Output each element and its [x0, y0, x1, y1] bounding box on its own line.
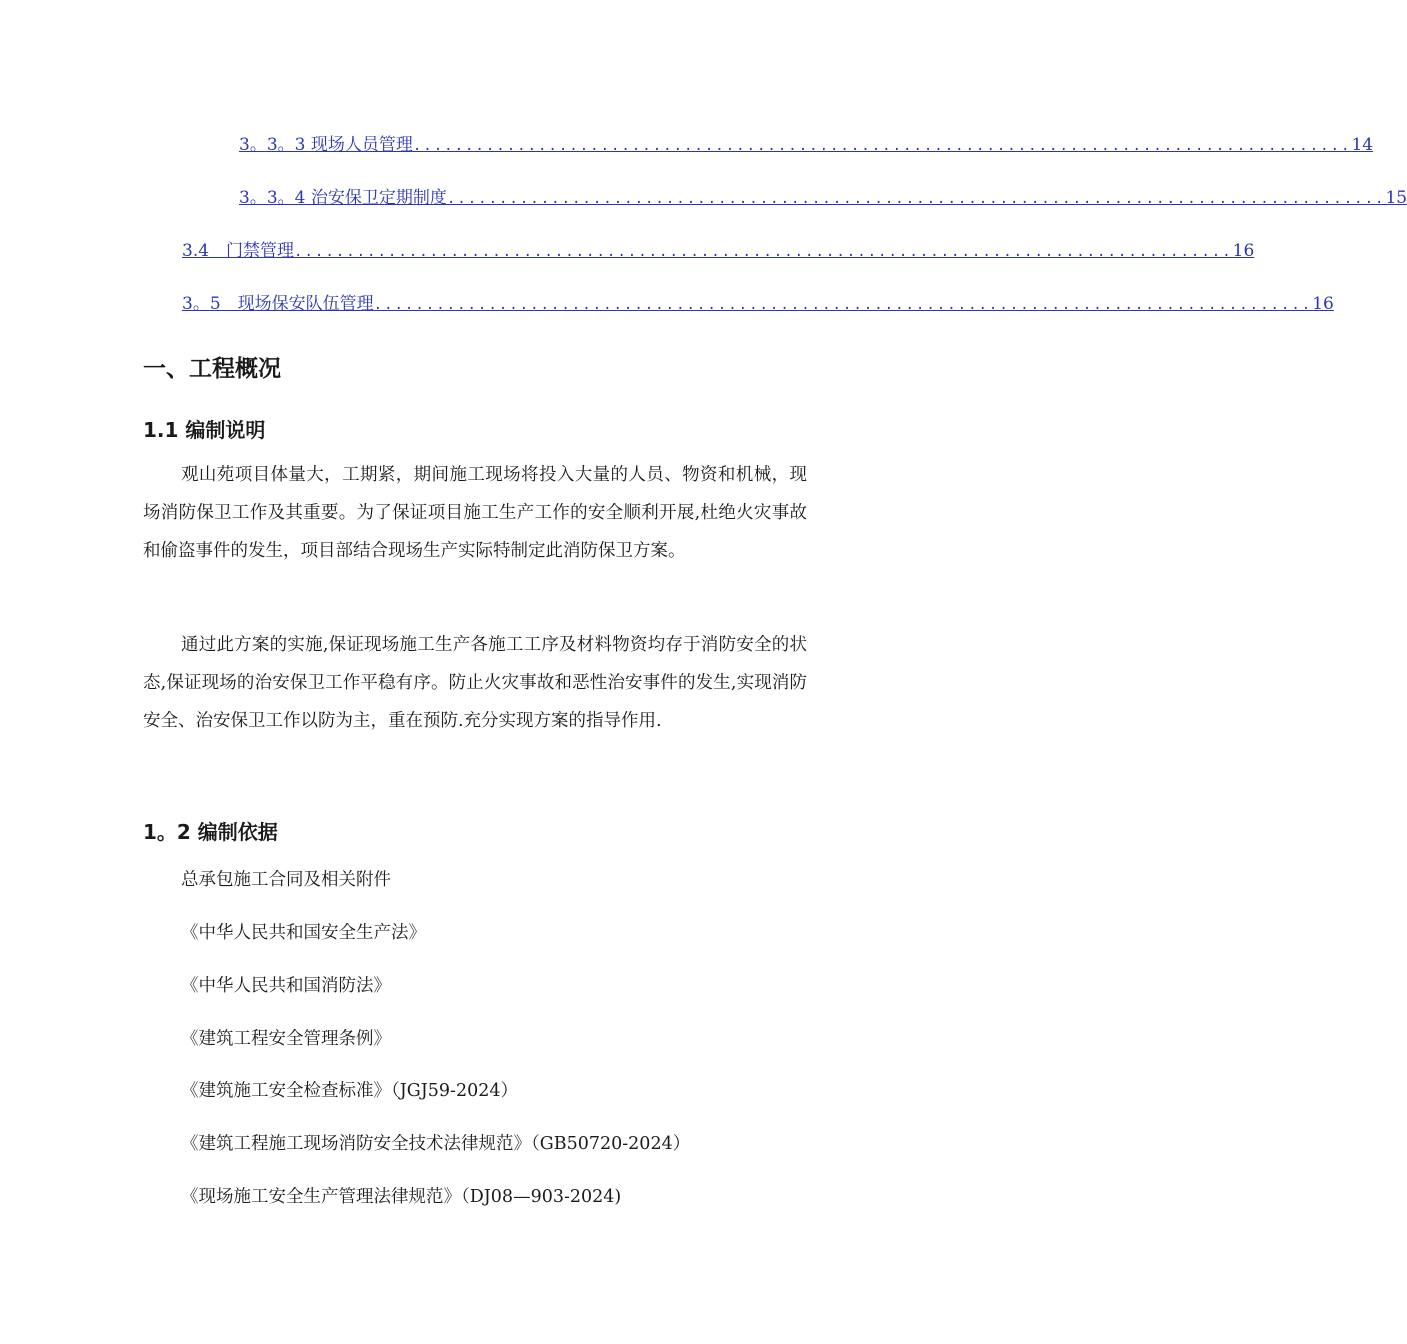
toc-page-number: 14 [1351, 135, 1374, 155]
section-heading: 一、工程概况 [143, 356, 281, 382]
toc-entry-label: 3。3。4 治安保卫定期制度 [239, 188, 447, 208]
reference-item: 《建筑施工安全检查标准》（JGJ59-2024） [181, 1081, 518, 1101]
subsection-heading: 1。2 编制依据 [143, 820, 278, 844]
toc-entry-3-3-3[interactable] [239, 130, 1374, 155]
toc-page-number: 15 [1385, 188, 1407, 208]
toc-entry-label: 3。3。3 现场人员管理 [239, 135, 413, 155]
toc-entry-label: 3。5 现场保安队伍管理 [182, 294, 374, 314]
toc-entry-label: 3.4 门禁管理 [182, 241, 295, 261]
toc-leader-dots: .......................................................................................... [446, 191, 1386, 207]
paragraph: 观山苑项目体量大，工期紧，期间施工现场将投入大量的人员、物资和机械，现场消防保卫工作及其重要。为了保证项目施工生产工作的安全顺利开展,杜绝火灾事故和偷盗事件的发生，项目部结合现场生产实际特制定此消防保卫方案。 [143, 465, 807, 561]
reference-item: 《现场施工安全生产管理法律规范》（DJ08—903-2024) [181, 1187, 622, 1207]
reference-item: 《中华人民共和国消防法》 [181, 976, 391, 996]
toc-page-number: 16 [1312, 294, 1334, 314]
toc-page-number: 16 [1232, 241, 1255, 261]
toc-entry-3-5[interactable] [182, 289, 1334, 314]
reference-item: 总承包施工合同及相关附件 [181, 870, 391, 890]
reference-item: 《建筑工程施工现场消防安全技术法律规范》（GB50720-2024） [181, 1134, 691, 1154]
paragraph: 通过此方案的实施,保证现场施工生产各施工工序及材料物资均存于消防安全的状态,保证现场的治安保卫工作平稳有序。防止火灾事故和恶性治安事件的发生,实现消防安全、治安保卫工作以防为主，重在预防.充分实现方案的指导作用. [143, 635, 807, 731]
toc-leader-dots: .......................................................................................... [412, 138, 1352, 154]
toc-entry-3-4[interactable] [182, 236, 1255, 261]
reference-item: 《建筑工程安全管理条例》 [181, 1029, 391, 1049]
toc-leader-dots: .......................................................................................... [373, 297, 1313, 313]
subsection-heading: 1.1 编制说明 [143, 418, 266, 442]
toc-leader-dots: .......................................................................................... [294, 244, 1233, 260]
reference-item: 《中华人民共和国安全生产法》 [181, 923, 426, 943]
toc-entry-3-3-4[interactable] [239, 183, 1407, 208]
